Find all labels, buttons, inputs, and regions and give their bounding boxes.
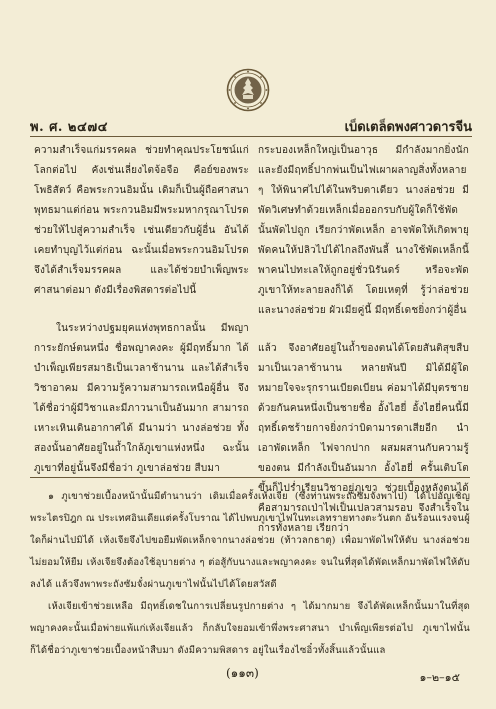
footnote: ๑ ภูเขาช่วยเบื้องหน้านั้นมีตำนานว่า เดิมเมื่อครั้งเห้งเจีย (ซึ่งท่านพระถังซัมจั๋งพาไป) ได้ไปอัญเชิญพระไตรปิฎก ณ ประเทศอินเดียแต่ครั้งโบราณ ได้ไปพบภูเขาไฟในทะเลทรายทางตะวันตก อันร้อนแรงจนผู้ใดก็ผ่านไปมิได้ เห้งเจียจึงไปขอยืมพัดเหล็กจากนางล่อช่วย (ท้าวลกธาตุ) เพื่อมาพัดไฟให้ดับ นางล่อช่วยไม่ยอมให้ยืม เห้งเจียจึงต้องใช้อุบายต่าง ๆ ต่อสู้กับนางและพญาคงคะ จนในที่สุดได้พัดเหล็กมาพัดไฟให้ดับลงได้ แล้วจึงพาพระถังซัมจั๋งผ่านภูเขาไฟนั้นไปได้โดยสวัสดี — [30, 491, 470, 590]
paragraph: ความสำเร็จแก่มรรคผล ช่วยทำคุณประโยชน์แก่โลกต่อไป คังเช่นเลี่ยงไตจ้อจือ คือย์ของพระโพธิสัตว์ คือพระกวนอิมนั้น เดิมก็เป็นผู้ถือศาสนาพุทธมาแต่ก่อน พระกวนอิมมีพระมหากรุณาโปรดช่วยให้ไปสู่ความสำเร็จ เช่นเดียวกับผู้อื่น อันได้เคยทำบุญไว้แต่ก่อน ฉะนั้นเมื่อพระกวนอิมโปรด จึงได้สำเร็จมรรคผล และได้ช่วยบำเพ็ญพระศาสนาต่อมา ดังมีเรื่องพิสดารต่อไปนี้ — [34, 145, 249, 296]
royal-seal-icon — [226, 68, 270, 112]
footnote: เห้งเจียเข้าช่วยเหลือ มีฤทธิ์เดชในการเปลี่ยนรูปกายต่าง ๆ ได้มากมาย จึงได้พัดเหล็กนั้นมาในที่สุด พญาคงคะนั้นเมื่อพ่ายแพ้แก่เห้งเจียแล้ว ก็กลับใจยอมเข้าพึ่งพระศาสนา บำเพ็ญเพียรต่อไป ภูเขาไฟนั้น ก็ได้ชื่อว่าภูเขาช่วยเบื้องหน้าสืบมา ดังมีความพิสดาร อยู่ในเรื่องไซอิ๋วทั้งสิ้นแล้วนั้นแล — [30, 601, 470, 656]
paragraph: แล้ว จึงอาศัยอยู่ในถ้ำของตนได้โดยสันติสุขสืบมาเป็นเวลาช้านาน หลายพันปี มิได้มีผู้ใดหมายใจจะรุกรานเบียดเบียน ค่อมาได้มีบุตรชายด้วยกันคนหนึ่งเป็นชายชื่อ อั้งไฮยี่ อั้งไฮยี่คนนี้มีฤทธิ์เดชร้ายกาจยิ่งกว่าบิดามารดาเสียอีก นำเอาพัดเหล็ก ไฟจากปาก ผสมผสานกับความรู้ของตน มีกำลังเป็นอันมาก อั้งไฮยี่ ครั้นเติบโตขึ้นก็ไปร่ำเรียนวิชาอยู่ภูเขา ช่วยเบื้องหลังตนได้ คือสามารถเป่าไฟเป็นเปลวสามรอบ จึงสำเร็จในการทั้งหลาย เรียกว่า — [258, 343, 469, 534]
header-year: พ. ศ. ๒๔๗๔ — [30, 120, 108, 135]
paragraph: กระบองเหล็กใหญ่เป็นอาวุธ มีกำลังมากยิ่งนัก และยังมีฤทธิ์ปากพ่นเป็นไฟเผาผลาญสิ่งทั้งหลาย ๆ ให้พินาศไปได้ในพริบตาเดียว นางล่อช่วย มีพัดวิเศษทำด้วยเหล็กเมื่อออกรบกับผู้ใดก็ใช้พัดนั้นพัดไปถูก เรียกว่าพัดเหล็ก อาจพัดให้เกิดพายุพัดคนให้ปลิวไปได้ไกลถึงพันลี้ นางใช้พัดเหล็กนี้ พาคนไปทะเลให้ถูกอยู่ชั่วนิรันดร์ หรือจะพัดภูเขาให้ทะลายลงก็ได้ โดยเหตุที่ รู้ว่าล่อช่วยและนางล่อช่วย ผัวเมียคู่นี้ มีฤทธิ์เดชยิ่งกว่าผู้อื่น — [258, 145, 469, 316]
running-header — [30, 116, 472, 137]
paragraph: ในระหว่างปฐมยุคแห่งพุทธกาลนั้น มีพญาการะยักษ์ตนหนึ่ง ชื่อพญาคงคะ ผู้มีฤทธิ์มาก ได้บำเพ็ญเพียรสมาธิเป็นเวลาช้านาน และได้สำเร็จวิชาอาคม มีความรู้ความสามารถเหนือผู้อื่น จึงได้ชื่อว่าผู้มีวิชาและมีภาวนาเป็นอันมาก สามารถเหาะเหินเดินอากาศได้ มีนามว่า นางล่อช่วย ทั้งสองนั้นอาศัยอยู่ในถ้ำใกล้ภูเขาแห่งหนึ่ง ฉะนั้นภูเขาที่อยู่นั้นจึงมีชื่อว่า ภูเขาล่อช่วย สืบมา — [34, 323, 249, 474]
header-title: เบ็ดเตล็ดพงศาวดารจีน — [344, 120, 472, 135]
print-date: ๑–๒–๑๕ — [419, 671, 460, 684]
page-number: (๑๑๓) — [226, 666, 259, 680]
left-column — [34, 141, 249, 479]
footnotes — [30, 477, 470, 662]
